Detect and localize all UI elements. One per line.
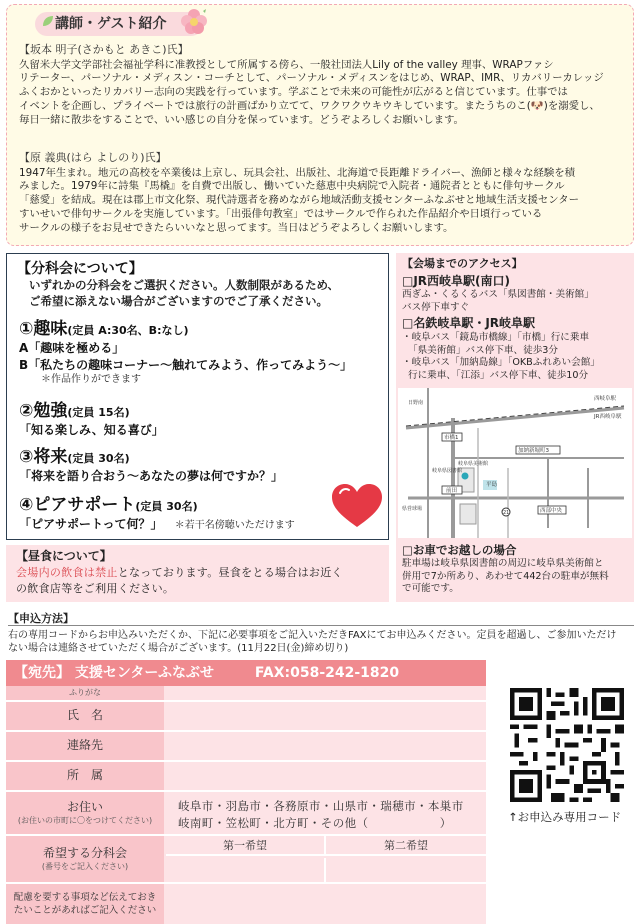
map-label: 日野南 [408, 400, 424, 406]
session-subtitle: B「私たちの趣味コーナー～触れてみよう、作ってみよう～」 [19, 357, 353, 372]
address-note: (お住いの市町に〇をつけてください) [17, 815, 153, 825]
map-label: 市橋1 [444, 435, 459, 441]
map-label: JR西岐阜駅 [594, 414, 622, 420]
map-label: 県営球場 [402, 506, 423, 512]
city-options-line[interactable]: 岐阜市・羽島市・各務原市・山県市・瑞穂市・本巣市 [178, 799, 464, 813]
session-name: ①趣味 [19, 319, 68, 339]
address-field[interactable] [166, 792, 486, 834]
session-name: ②勉強 [19, 401, 68, 421]
session-title [19, 494, 295, 516]
bunkakai-note: ご希望に添えない場合がございますのでご了承ください。 [29, 293, 328, 308]
speakers-section [6, 4, 634, 246]
fax-number: FAX:058-242-1820 [254, 665, 400, 681]
bio-line: ふくおかといったリカバリー志向の実践を行っています。学ぶことで未来の可能性が広がると信じています。仕事では [19, 86, 568, 99]
field-label [6, 686, 164, 700]
speakers-heading: 講師・ゲスト紹介 [55, 16, 167, 32]
session-capacity: (定員 15名) [67, 406, 130, 419]
bunkakai-heading: 【分科会について】 [17, 261, 143, 277]
bio-line: みました。1979年に詩集『馬橇』を自費で出版し、働いていた慈恵中央病院で入院者・通院者とともに俳句サークル [19, 180, 565, 193]
remarks-field[interactable] [166, 884, 486, 924]
address-label: お住い [66, 799, 103, 814]
field-label [6, 732, 164, 760]
session-peer-support [19, 494, 295, 533]
access-text: 「県美術館」バス停下車、徒歩3分 [408, 344, 559, 356]
map-label: 前田 [446, 488, 458, 494]
apply-heading: 【申込方法】 [8, 612, 74, 625]
second-choice-header: 第二希望 [326, 836, 486, 856]
remarks-label: 配慮を要する事項など伝えておき [13, 892, 157, 904]
remarks-label: たいことがあればご記入ください [13, 905, 157, 916]
second-choice-field[interactable] [328, 858, 486, 882]
affiliation-field[interactable] [166, 762, 486, 790]
map-label: 21 [503, 510, 510, 516]
car-text: で可能です。 [402, 583, 459, 595]
contact-label: 連絡先 [66, 738, 103, 753]
access-map [398, 388, 632, 538]
session-subtitle: A「趣味を極める」 [19, 341, 125, 356]
bio-line: リテーター、パーソナル・メディスン・コーチとして、パーソナル・メディスンをはじめ、WRAP、IMR、リカバリーカレッジ [19, 72, 604, 85]
session-title [19, 318, 352, 340]
session-future [19, 446, 283, 485]
flower-icon [179, 7, 209, 37]
map-label: 岐阜県美術館 [458, 461, 489, 467]
name-label: 氏 名 [66, 708, 103, 723]
contact-field[interactable] [166, 732, 486, 760]
apply-text-line: ない場合は連絡させていただく場合がございます。(11月22日(金)締め切り) [8, 643, 349, 654]
car-text: 駐車場は岐阜県図書館の周辺に岐阜県美術館と [402, 558, 604, 570]
session-note: ＊若干名傍聴いただけます [174, 520, 295, 532]
first-choice-field[interactable] [166, 858, 326, 882]
session-hobby [19, 318, 352, 386]
bunkakai-note: いずれかの分科会をご選択ください。人数制限があるため、 [29, 278, 340, 293]
speakers-heading-banner [35, 12, 203, 36]
divider [8, 625, 634, 626]
access-text: 西ぎふ・くるくるバス「県図書館・美術館」 [402, 289, 594, 301]
lunch-text [16, 565, 379, 581]
remarks-row [6, 884, 486, 924]
city-options [178, 798, 464, 833]
map-label: 西部中央 [540, 508, 563, 514]
session-subtitle: 「将来を語り合おう～あなたの夢は何ですか？」 [19, 469, 284, 484]
access-text: バス停下車すぐ [402, 301, 470, 313]
qr-caption: ↑お申込み専用コード [508, 810, 622, 824]
field-label [6, 884, 164, 924]
access-text: ・岐阜バス「加納島線」「OKBふれあい会館」 [402, 357, 600, 369]
map-label: 西岐阜駅 [594, 396, 617, 402]
city-options-line[interactable]: 岐南町・笠松町・北方町・その他（ ） [178, 816, 452, 831]
affiliation-row [6, 762, 486, 792]
field-label [6, 702, 164, 730]
bio-line: 「慈愛」を結成。現在は郡上市文化祭、現代詩選者を務めながら地域活動支援センターふなぶせと地域生活支援センター [19, 194, 580, 207]
speaker-bio [19, 167, 631, 236]
bio-line: イベントを企画し、プライベートでは旅行の計画ばかり立てて、ワクワクウキウキしています。またうちのこ(🐶)を溺愛し、 [19, 100, 600, 112]
preference-fields [166, 836, 486, 882]
bio-line: サークルの様子をお見せできたらいいなと思ってます。当日はどうぞよろしくお願いします。 [19, 221, 454, 234]
session-capacity: (定員 A:30名、B:なし) [67, 324, 189, 337]
session-subtitle: 「知る楽しみ、知る喜び」 [19, 423, 164, 438]
qr-code[interactable] [510, 688, 624, 802]
session-subtitle [19, 516, 295, 533]
car-access [402, 541, 630, 596]
furigana-row [6, 686, 486, 702]
session-capacity: (定員 30名) [67, 452, 130, 465]
lunch-text-line2: の飲食店等をご利用ください。 [16, 581, 175, 595]
speaker-hara [19, 151, 631, 236]
name-field[interactable] [166, 702, 486, 730]
car-text: 併用で7か所あり、あわせて442台の駐車が無料 [402, 570, 609, 582]
address-row [6, 792, 486, 836]
form-destination: 【宛先】 支援センターふなぶせ [14, 665, 215, 681]
lunch-heading: 【昼食について】 [16, 549, 112, 563]
speaker-bio [19, 59, 631, 128]
session-title [19, 446, 283, 468]
affiliation-label: 所 属 [66, 768, 103, 783]
map-label: 加納新堀町3 [518, 448, 549, 454]
access-route-heading: □JR西岐阜駅(南口) [402, 273, 511, 288]
session-study [19, 400, 164, 439]
access-route-heading: □名鉄岐阜駅・JR岐阜駅 [402, 316, 536, 331]
field-label [6, 836, 164, 882]
application-form [6, 660, 486, 924]
bio-line: 久留米大学文学部社会福祉学科に准教授として所属する傍ら、一般社団法人Lily of the valley 理事、WRAPファシ [19, 58, 554, 71]
speaker-name: 【坂本 明子(さかもと あきこ)氏】 [19, 43, 189, 56]
session-title [19, 400, 164, 422]
form-header [6, 660, 486, 686]
field-label [6, 792, 164, 834]
bio-line: 1947年生まれ。地元の高校を卒業後は上京し、玩具会社、出版社、北海道で長距離ドライバー、漁師と様々な経験を積 [19, 166, 576, 179]
apply-text-line: 右の専用コードからお申込みいただくか、下記に必要事項をご記入いただきFAXにてお申込みください。定員を超過し、ご参加いただけ [8, 630, 617, 641]
furigana-field[interactable] [166, 686, 486, 700]
first-choice-header: 第一希望 [166, 836, 326, 856]
name-row [6, 702, 486, 732]
preference-row [6, 836, 486, 884]
access-section [396, 253, 634, 602]
lunch-warning: 会場内の飲食は禁止 [16, 565, 118, 579]
lunch-section [6, 545, 389, 602]
furigana-label: ふりがな [69, 687, 101, 697]
apply-instructions [8, 629, 634, 655]
map-label: 岐阜県図書館 [432, 468, 463, 474]
leaf-icon [41, 14, 55, 28]
heart-icon [330, 483, 384, 529]
bio-line: すいせいで俳句サークルを実施しています。「出張俳句教室」ではサークルで作られた作品紹介や日頃行っている [19, 208, 543, 220]
access-text: 行に乗車、「江添」バス停下車、徒歩10分 [408, 369, 589, 381]
session-note: ＊作品作りができます [41, 373, 141, 385]
session-subtitle-text: 「ピアサポートって何？」 [19, 517, 163, 532]
map-label: 平島 [486, 482, 498, 488]
speaker-sakamoto [19, 43, 631, 128]
session-name: ③将来 [19, 447, 68, 467]
field-label [6, 762, 164, 790]
access-text: ・岐阜バス「鏡島市橋線」「市橋」行に乗車 [402, 332, 590, 344]
speaker-name: 【原 義典(はら よしのり)氏】 [19, 151, 167, 164]
session-capacity: (定員 30名) [135, 500, 198, 513]
car-heading: □お車でお越しの場合 [402, 543, 517, 557]
lunch-text-rest: となっております。昼食をとる場合はお近く [117, 565, 343, 579]
access-heading: 【会場までのアクセス】 [402, 257, 523, 270]
bio-line: 毎日一緒に散歩をすることで、いい感じの自分を保っています。どうぞよろしくお願いします。 [19, 113, 464, 126]
session-name: ④ピアサポート [19, 495, 136, 515]
contact-row [6, 732, 486, 762]
preference-label: 希望する分科会 [42, 845, 127, 860]
preference-note: (番号をご記入ください) [41, 861, 129, 871]
